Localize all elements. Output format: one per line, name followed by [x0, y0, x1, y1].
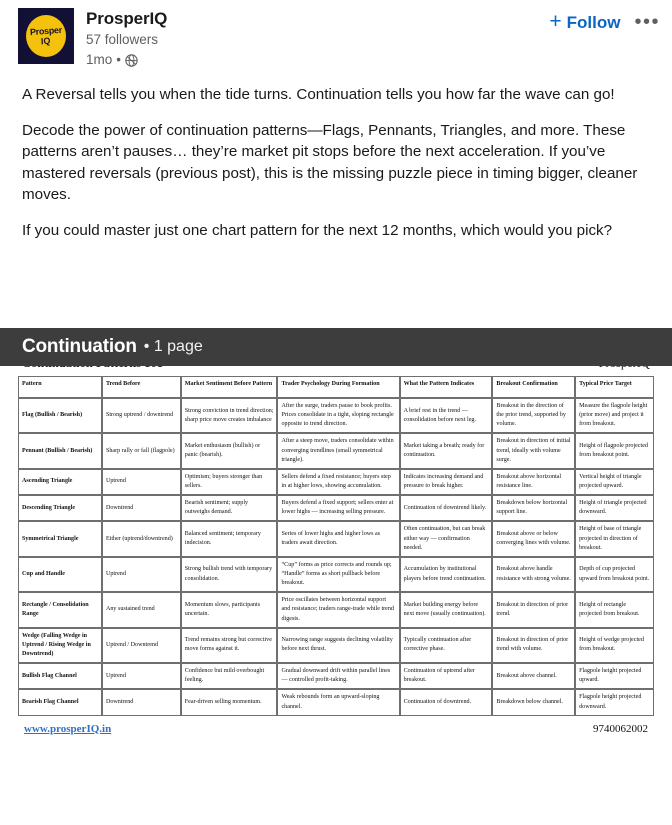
cell-market-sentiment: Optimism; buyers stronger than sellers. — [181, 469, 278, 495]
cell-market-sentiment: Confidence but mild overbought feeling. — [181, 663, 278, 689]
cell-pattern: Bearish Flag Channel — [18, 689, 102, 715]
cell-price-target: Height of wedge projected from breakout. — [575, 628, 654, 663]
cell-price-target: Vertical height of triangle projected upward. — [575, 469, 654, 495]
avatar-logo-line2: IQ — [40, 35, 52, 46]
cell-trend-before: Sharp rally or fall (flagpole) — [102, 433, 181, 468]
cell-trend-before: Any sustained trend — [102, 592, 181, 627]
cell-pattern-indicates: Continuation of uptrend after breakout. — [400, 663, 493, 689]
cell-price-target: Measure the flagpole height (prior move) and project it from breakout. — [575, 398, 654, 433]
cell-breakout-confirmation: Breakout above channel. — [492, 663, 575, 689]
table-row — [18, 521, 654, 556]
meta-separator: • — [116, 51, 121, 67]
follower-count: 57 followers — [86, 32, 159, 48]
document-page — [0, 328, 672, 825]
table-row — [18, 495, 654, 521]
cell-pattern: Wedge (Falling Wedge in Uptrend / Rising Wedge in Downtrend) — [18, 628, 102, 663]
column-header-market-sentiment: Market Sentiment Before Pattern — [181, 376, 278, 398]
cell-trend-before: Uptrend — [102, 663, 181, 689]
post-header — [0, 0, 672, 76]
cell-pattern-indicates: Continuation of downtrend likely. — [400, 495, 493, 521]
cell-trader-psychology: Price oscillates between horizontal support and resistance; traders range-trade while trend digests. — [277, 592, 399, 627]
cell-trend-before: Uptrend — [102, 469, 181, 495]
post-paragraph-3: If you could master just one chart pattern for the next 12 months, which would you pick? — [22, 221, 613, 239]
table-row — [18, 689, 654, 715]
cell-trader-psychology: Narrowing range suggests declining volatility before next thrust. — [277, 628, 399, 663]
cell-market-sentiment: Bearish sentiment; supply outweighs demand. — [181, 495, 278, 521]
cell-price-target: Height of base of triangle projected in direction of breakout. — [575, 521, 654, 556]
cell-pattern-indicates: A brief rest in the trend — consolidation before next leg. — [400, 398, 493, 433]
cell-price-target: Height of triangle projected downward. — [575, 495, 654, 521]
table-row — [18, 592, 654, 627]
cell-pattern-indicates: Market taking a breath; ready for continuation. — [400, 433, 493, 468]
post-paragraph-2: Decode the power of continuation patterns—Flags, Pennants, Triangles, and more. These patterns aren’t pauses… they’re market pit stops before the next acceleration. If you’ve mastered reversals (previous post), this is the missing puzzle piece in timing bigger, cleaner moves. — [22, 121, 638, 204]
footer-website-link[interactable]: www.prosperIQ.in — [24, 722, 112, 735]
column-header-trend-before: Trend Before — [102, 376, 181, 398]
cell-pattern-indicates: Accumulation by institutional players before trend continuation. — [400, 557, 493, 592]
post-meta — [86, 51, 549, 70]
more-options-icon[interactable]: ••• — [634, 11, 660, 33]
cell-trend-before: Strong uptrend / downtrend — [102, 398, 181, 433]
cell-breakout-confirmation: Breakout in direction of prior trend with volume. — [492, 628, 575, 663]
avatar-logo-line1: Prosper — [29, 24, 63, 37]
document-pages-label: 1 page — [153, 338, 203, 355]
column-header-pattern: Pattern — [18, 376, 102, 398]
cell-breakout-confirmation: Breakout in the direction of the prior trend, supported by volume. — [492, 398, 575, 433]
cell-trader-psychology: Buyers defend a fixed support; sellers enter at lower highs — increasing selling pressure. — [277, 495, 399, 521]
document-viewer[interactable] — [0, 328, 672, 825]
table-row — [18, 398, 654, 433]
cell-breakout-confirmation: Breakout in direction of initial trend, ideally with volume surge. — [492, 433, 575, 468]
cell-pattern: Descending Triangle — [18, 495, 102, 521]
cell-price-target: Flagpole height projected downward. — [575, 689, 654, 715]
cell-pattern: Pennant (Bullish / Bearish) — [18, 433, 102, 468]
table-header-row — [18, 376, 654, 398]
document-title-bar — [0, 328, 672, 366]
cell-pattern: Ascending Triangle — [18, 469, 102, 495]
cell-market-sentiment: Fear-driven selling momentum. — [181, 689, 278, 715]
cell-market-sentiment: Strong bullish trend with temporary consolidation. — [181, 557, 278, 592]
cell-trend-before: Downtrend — [102, 689, 181, 715]
cell-trader-psychology: After a steep move, traders consolidate within converging trendlines (small symmetrical triangle). — [277, 433, 399, 468]
column-header-trader-psychology: Trader Psychology During Formation — [277, 376, 399, 398]
table-row — [18, 469, 654, 495]
table-body — [18, 398, 654, 716]
column-header-pattern-indicates: What the Pattern Indicates — [400, 376, 493, 398]
cell-price-target: Depth of cup projected upward from breakout point. — [575, 557, 654, 592]
cell-pattern: Symmetrical Triangle — [18, 521, 102, 556]
cell-breakout-confirmation: Breakout above horizontal resistance line. — [492, 469, 575, 495]
cell-trend-before: Downtrend — [102, 495, 181, 521]
cell-trend-before: Uptrend — [102, 557, 181, 592]
cell-market-sentiment: Balanced sentiment; temporary indecision. — [181, 521, 278, 556]
cell-price-target: Height of rectangle projected from breakout. — [575, 592, 654, 627]
follow-button-label: Follow — [566, 13, 621, 32]
cell-trader-psychology: After the surge, traders pause to book profits. Prices consolidate in a tight, sloping rectangle opposite to trend direction. — [277, 398, 399, 433]
cell-pattern: Flag (Bullish / Bearish) — [18, 398, 102, 433]
table-row — [18, 628, 654, 663]
post-header-actions — [549, 8, 660, 34]
table-row — [18, 557, 654, 592]
cell-market-sentiment: Market enthusiasm (bullish) or panic (bearish). — [181, 433, 278, 468]
cell-trend-before: Uptrend / Downtrend — [102, 628, 181, 663]
column-header-breakout-confirmation: Breakout Confirmation — [492, 376, 575, 398]
column-header-price-target: Typical Price Target — [575, 376, 654, 398]
footer-phone-number: 9740062002 — [593, 722, 648, 735]
document-title: Continuation — [22, 336, 137, 357]
cell-price-target: Flagpole height projected upward. — [575, 663, 654, 689]
cell-trader-psychology: Sellers defend a fixed resistance; buyers step in at higher lows, showing accumulation. — [277, 469, 399, 495]
table-row — [18, 433, 654, 468]
cell-breakout-confirmation: Breakdown below channel. — [492, 689, 575, 715]
document-page-count — [144, 338, 203, 356]
post-paragraph-1: A Reversal tells you when the tide turns. Continuation tells you how far the wave can go! — [22, 86, 615, 103]
cell-trader-psychology: Gradual downward drift within parallel lines — controlled profit-taking. — [277, 663, 399, 689]
post-time: 1mo — [86, 51, 113, 67]
globe-icon — [125, 54, 138, 67]
cell-trend-before: Either (uptrend/downtrend) — [102, 521, 181, 556]
cell-price-target: Height of flagpole projected from breakout point. — [575, 433, 654, 468]
avatar-logo — [26, 15, 66, 57]
org-name[interactable]: ProsperIQ — [86, 9, 168, 28]
cell-pattern-indicates: Typically continuation after corrective phase. — [400, 628, 493, 663]
post-text — [0, 76, 672, 241]
cell-breakout-confirmation: Breakout above handle resistance with strong volume. — [492, 557, 575, 592]
cell-pattern-indicates: Indicates increasing demand and pressure to break higher. — [400, 469, 493, 495]
document-bar-separator: • — [143, 338, 150, 355]
cell-trader-psychology: Weak rebounds form an upward-sloping channel. — [277, 689, 399, 715]
cell-trader-psychology: Series of lower highs and higher lows as traders await direction. — [277, 521, 399, 556]
continuation-patterns-table — [18, 376, 654, 716]
plus-icon: + — [549, 10, 562, 34]
follow-button[interactable] — [549, 10, 621, 34]
post-author-info — [86, 8, 549, 70]
cell-pattern-indicates: Often continuation, but can break either way — confirmation needed. — [400, 521, 493, 556]
cell-market-sentiment: Trend remains strong but corrective move forms against it. — [181, 628, 278, 663]
cell-pattern: Rectangle / Consolidation Range — [18, 592, 102, 627]
document-footer — [18, 716, 654, 735]
cell-breakout-confirmation: Breakout above or below converging lines with volume. — [492, 521, 575, 556]
cell-pattern-indicates: Market building energy before next move (usually continuation). — [400, 592, 493, 627]
cell-market-sentiment: Momentum slows, participants uncertain. — [181, 592, 278, 627]
cell-breakout-confirmation: Breakout in direction of prior trend. — [492, 592, 575, 627]
avatar[interactable] — [18, 8, 74, 64]
cell-pattern-indicates: Continuation of downtrend. — [400, 689, 493, 715]
cell-pattern: Cup and Handle — [18, 557, 102, 592]
table-row — [18, 663, 654, 689]
cell-pattern: Bullish Flag Channel — [18, 663, 102, 689]
cell-trader-psychology: “Cup” forms as price corrects and rounds up; “Handle” forms as short pullback before breakout. — [277, 557, 399, 592]
cell-market-sentiment: Strong conviction in trend direction; sharp price move creates imbalance — [181, 398, 278, 433]
cell-breakout-confirmation: Breakdown below horizontal support line. — [492, 495, 575, 521]
